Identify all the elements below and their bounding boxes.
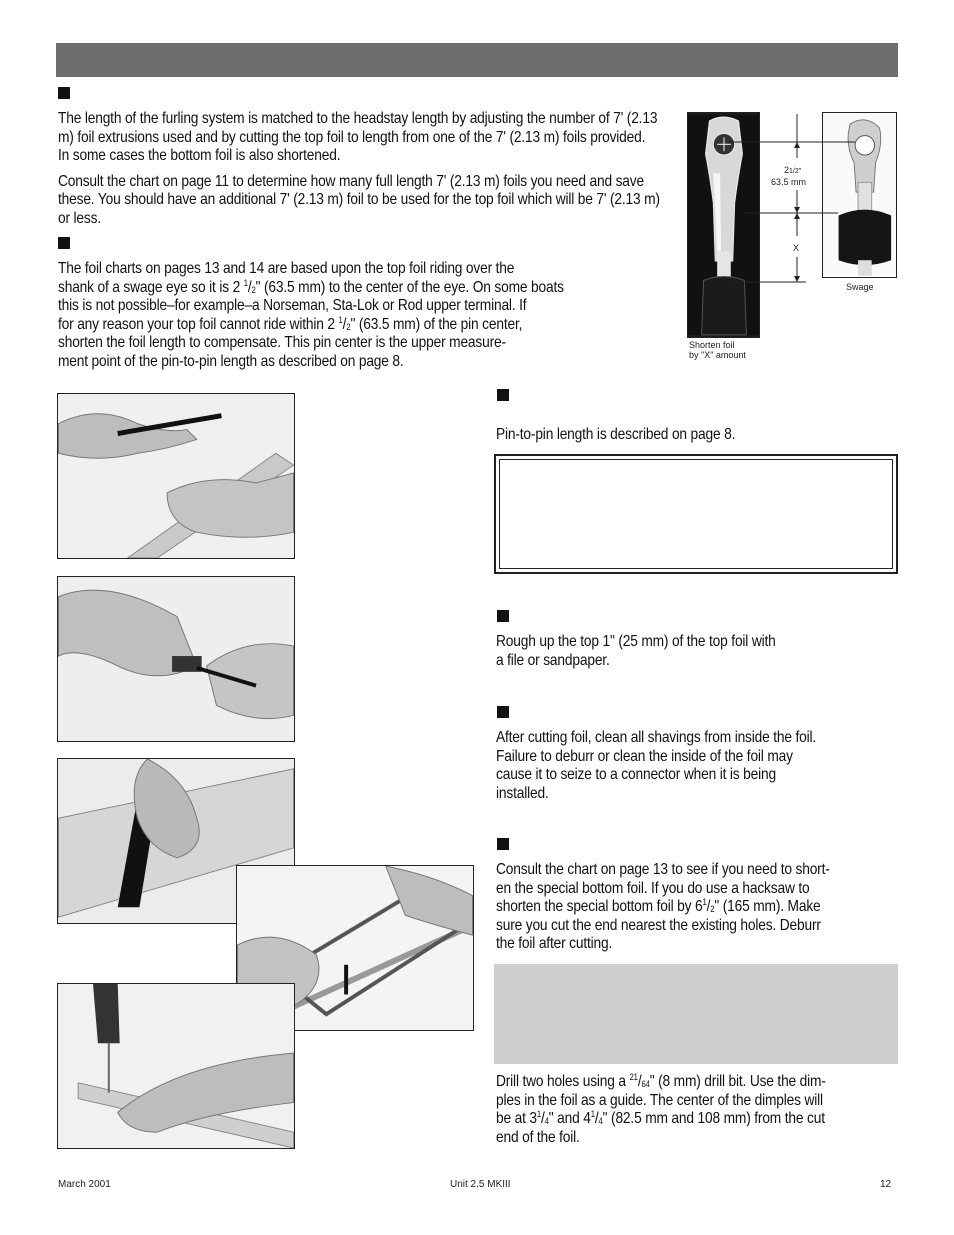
section-bullet [58,87,70,99]
gray-note-box [494,964,898,1064]
footer-page-number: 12 [880,1179,892,1190]
footer-date: March 2001 [58,1179,111,1190]
text-line: en the special bottom foil. If you do use a hacksaw to [496,879,810,897]
section-bullet [497,706,509,718]
section-bullet [497,389,509,401]
text-line: shorten the foil length to compensate. This pin center is the upper measure- [58,334,506,351]
photo-filing-foil [57,576,295,742]
text-line: Failure to deburr or clean the inside of the foil may [496,747,793,765]
text-line: Drill two holes using a $^{21}/_{64}$" (8 mm) drill bit. Use the dim- [496,1072,826,1090]
photo-drilling-foil [57,983,295,1149]
dimension-lines [720,112,900,342]
text-line: After cutting foil, clean all shavings from inside the foil. [496,729,817,746]
shorten-label: Shorten foil by "X" amount [689,340,746,360]
section-bullet [497,610,509,622]
text-line: shank of a swage eye so it is 2 $^1/_2$" (63.5 mm) to the center of the eye. On some boats [58,277,564,296]
text-line: ment point of the pin-to-pin length as described on page 8. [58,352,404,370]
intro-text [58,110,660,228]
intro-paragraph-1: The length of the furling system is matched to the headstay length by adjusting the number of 7' (2.13 m) foil extrusions used and by cutting the top foil to length from one of the 7' (2.13 m) foils provided. In some cases the bottom foil is also shortened. [58,110,658,164]
section-header-bar [56,43,898,77]
section-bullet [58,237,70,249]
intro-paragraph-2: Consult the chart on page 11 to determine how many full length 7' (2.13 m) foils you need and save these. You should have an additional 7' (2.13 m) foil to be used for the top foil which will be 7' (2.13 m) or less. [58,172,660,227]
drill-holes-text [496,1073,892,1147]
rough-up-text [496,633,892,670]
text-line: shorten the special bottom foil by $6^1/_2$" (165 mm). Make [496,897,821,915]
text-line: ples in the foil as a guide. The center of the dimples will [496,1091,823,1109]
text-line: this is not possible–for example–a Norseman, Sta-Lok or Rod upper terminal. If [58,297,527,314]
text-line: be at $3^1/_4$" and $4^1/_4$" (82.5 mm and 108 mm) from the cut [496,1109,825,1127]
note-box [494,454,898,574]
text-line: a file or sandpaper. [496,651,610,669]
pin-to-pin-text: Pin-to-pin length is described on page 8. [496,426,736,443]
text-line: Consult the chart on page 13 to see if you need to short- [496,861,830,878]
top-foil-text [58,260,660,371]
text-line: end of the foil. [496,1128,580,1146]
section-bullet [497,838,509,850]
text-line: cause it to seize to a connector when it is being [496,766,776,783]
text-line: Rough up the top 1" (25 mm) of the top foil with [496,633,776,650]
text-line: The foil charts on pages 13 and 14 are based upon the top foil riding over the [58,260,515,277]
footer-unit: Unit 2.5 MKIII [450,1179,511,1190]
text-line: sure you cut the end nearest the existing holes. Deburr [496,916,821,934]
dimension-label-x: X [793,243,800,253]
text-line: the foil after cutting. [496,935,613,952]
clean-shavings-text [496,729,892,803]
photo-marking-foil [57,393,295,559]
text-line: installed. [496,784,549,802]
dimension-label-inches: 21/2" [784,165,802,175]
text-line: for any reason your top foil cannot ride within 2 $^1/_2$" (63.5 mm) of the pin center, [58,314,523,333]
dimension-label-mm: 63.5 mm [771,177,807,187]
bottom-foil-text [496,861,892,954]
swage-label: Swage [846,282,874,292]
note-box-inner-border [499,459,893,569]
